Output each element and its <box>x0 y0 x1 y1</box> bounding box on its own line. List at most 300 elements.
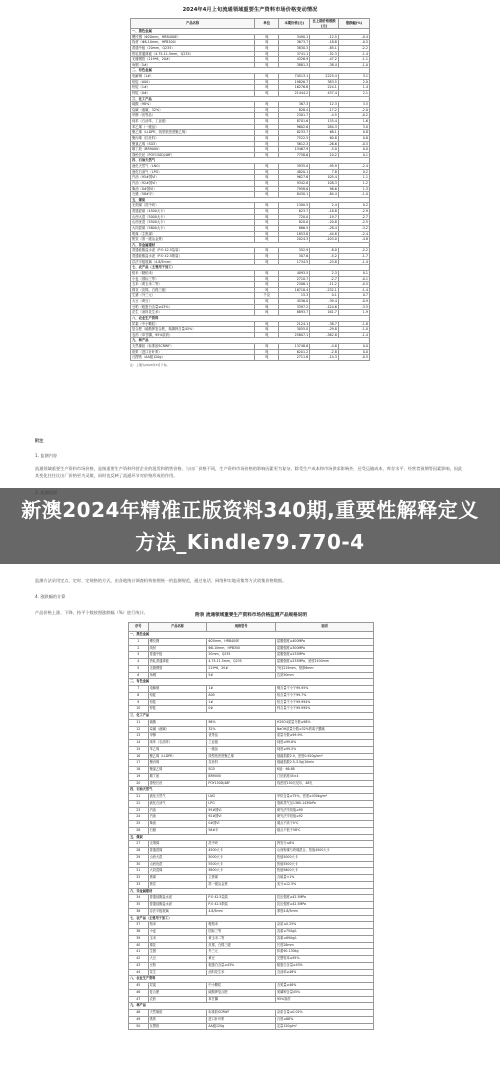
change-cell: -47.2 <box>310 57 339 63</box>
product-name: 聚氯乙烯 <box>148 767 207 774</box>
spec-cell: 5500大卡 <box>207 861 276 868</box>
change-cell: 12.3 <box>310 102 339 108</box>
description-cell: 完整粒率≥95% <box>275 956 373 963</box>
unit-cell: 吨 <box>255 107 279 113</box>
spec-cell: 1# <box>207 686 276 693</box>
unit-cell: 吨 <box>255 355 279 361</box>
table-row <box>129 922 374 929</box>
category-row <box>129 834 374 841</box>
percent-cell: -2.4 <box>338 231 369 237</box>
percent-cell: -2.2 <box>338 248 369 254</box>
description-cell: 铜含量不小于99.95% <box>275 686 373 693</box>
percent-cell: 0.1 <box>338 152 369 158</box>
change-cell: 7.8 <box>310 169 339 175</box>
table-row <box>129 848 374 855</box>
description-cell: 铅含量不小于99.994% <box>275 699 373 706</box>
product-name: 硫酸（98%） <box>131 102 255 108</box>
product-name: 花生 <box>148 969 207 976</box>
product-name: 花生（油料花生米） <box>131 310 255 316</box>
number-cell: 20 <box>129 780 149 787</box>
percent-cell: 0.7 <box>338 293 369 299</box>
percent-cell: -1.0 <box>338 62 369 68</box>
product-name: 普通混煤（4500大卡） <box>131 209 255 215</box>
number-cell: 3 <box>129 652 149 659</box>
number-cell: 23 <box>129 807 149 814</box>
spec-cell: 一级品 <box>207 746 276 753</box>
description-cell: 定量120g/m² <box>275 1023 373 1030</box>
description-cell: 外径219mm，壁厚6mm <box>275 665 373 672</box>
category-label: 二、有色金属 <box>131 68 370 74</box>
table-row <box>129 1016 374 1023</box>
number-cell: 26 <box>129 827 149 834</box>
product-name: 焦炭 <box>148 881 207 888</box>
product-name: 石蜡（58#半） <box>131 192 255 198</box>
price-cell: 828.4 <box>279 107 310 113</box>
price-cell: 9602.6 <box>279 124 310 130</box>
price-cell: 2124.1 <box>279 321 310 327</box>
table-row <box>129 929 374 936</box>
notes-item-title: 4. 涨跌幅的计算 <box>35 594 66 599</box>
table-row <box>129 949 374 956</box>
price-cell: 352.9 <box>279 248 310 254</box>
number-cell: 28 <box>129 848 149 855</box>
description-cell: 含氮量≥46% <box>275 983 373 990</box>
category-label: 一、黑色金属 <box>129 632 374 639</box>
table-row <box>129 908 374 915</box>
product-name: 豆粕 <box>148 962 207 969</box>
percent-cell: 0.8 <box>338 135 369 141</box>
description-cell: 长度28mm <box>275 942 373 949</box>
product-name: 热轧普通薄板（4.75-11.5mm，Q235） <box>131 51 255 57</box>
spec-cell: 4.8/5mm <box>207 908 276 915</box>
table-row <box>129 814 374 821</box>
number-cell: 14 <box>129 740 149 747</box>
percent-cell: -1.7 <box>338 254 369 260</box>
table-row <box>129 652 374 659</box>
change-cell: -38.4 <box>310 62 339 68</box>
header-change: 比上期价格涨跌(元) <box>310 19 339 29</box>
price-cell: 8233.7 <box>279 130 310 136</box>
number-cell: 25 <box>129 821 149 828</box>
number-cell: 13 <box>129 733 149 740</box>
change-cell: -44.8 <box>310 231 339 237</box>
spec-cell: 4.75-11.5mm，Q235 <box>207 659 276 666</box>
product-name: 浮法平板玻璃（4.8/5mm） <box>131 259 255 265</box>
product-name: 甲醇（优等品） <box>131 113 255 119</box>
unit-cell: 吨 <box>255 248 279 254</box>
product-name: 纯苯（石油苯，工业级） <box>131 119 255 125</box>
description-cell: 屈服强度≥300MPa <box>275 645 373 652</box>
number-cell: 27 <box>129 841 149 848</box>
unit-cell: 吨 <box>255 254 279 260</box>
description-cell: 边宽50mm <box>275 672 373 679</box>
product-name: 玉米 <box>148 935 207 942</box>
number-cell: 1 <box>129 638 149 645</box>
percent-cell: -1.8 <box>338 321 369 327</box>
percent-cell: -1.4 <box>338 332 369 338</box>
description-cell: 屈服强度≥235MPa <box>275 652 373 659</box>
percent-cell: -2.9 <box>338 209 369 215</box>
price-cell: 7758.6 <box>279 152 310 158</box>
unit-cell: 千克 <box>255 293 279 299</box>
product-name: 大同混煤（5800大卡） <box>131 225 255 231</box>
price-cell: 19826.7 <box>279 79 310 85</box>
unit-cell: 吨 <box>255 203 279 209</box>
table-row <box>129 686 374 693</box>
change-cell: 2225.4 <box>310 74 339 80</box>
change-cell: -17.2 <box>310 107 339 113</box>
change-cell: 105.4 <box>310 175 339 181</box>
unit-cell: 吨 <box>255 344 279 350</box>
spec-cell: 皮棉，白棉三级 <box>207 942 276 949</box>
appendix-title: 附表 流通领域重要生产资料市场价格监测产品规格说明 <box>195 613 307 618</box>
price-cell: 25807.1 <box>279 332 310 338</box>
price-cell: 13467.9 <box>279 147 310 153</box>
product-name: 涤纶长丝（POY150D/48F） <box>131 152 255 158</box>
price-cell: 2711.6 <box>279 355 310 361</box>
unit-cell: 吨 <box>255 299 279 305</box>
product-name: 顺丁胶（BR9000） <box>131 147 255 153</box>
category-row <box>129 632 374 639</box>
number-cell: 41 <box>129 949 149 956</box>
product-name: 螺纹钢（Φ20mm，HRB400E） <box>131 34 255 40</box>
product-name: 柴油 <box>148 821 207 828</box>
product-name: 焦炭（准一级冶金焦） <box>131 237 255 243</box>
unit-cell: 吨 <box>255 332 279 338</box>
percent-cell: -0.5 <box>338 355 369 361</box>
product-name: 汽油（92#国VI） <box>131 180 255 186</box>
number-cell: 19 <box>129 773 149 780</box>
change-cell: -19.7 <box>310 214 339 220</box>
spec-cell: 中小颗粒 <box>207 983 276 990</box>
percent-cell: 1.6 <box>338 119 369 125</box>
change-cell: 60.8 <box>310 135 339 141</box>
product-name: 农药（草甘膦，95%原药） <box>131 332 255 338</box>
product-name: 液化石油气 <box>148 800 207 807</box>
spec-cell: 硫酸钾复合肥 <box>207 989 276 996</box>
product-name: 稻米 <box>148 922 207 929</box>
change-cell: -4.8 <box>310 344 339 350</box>
product-name: 无烟煤 <box>148 841 207 848</box>
table-row <box>129 881 374 888</box>
price-cell: 2306.1 <box>279 282 310 288</box>
spec-cell: 粳稻米 <box>207 922 276 929</box>
description-cell: 热值5800大卡 <box>275 868 373 875</box>
spec-cell: 32% <box>207 726 276 733</box>
description-cell: 杂质含量≤0.02% <box>275 1010 373 1017</box>
unit-cell: 吨 <box>255 321 279 327</box>
product-name: 普通混煤 <box>148 848 207 855</box>
percent-cell: -1.4 <box>338 287 369 293</box>
spec-cell: 主焦煤 <box>207 875 276 882</box>
table-row <box>129 672 374 679</box>
percent-cell: -0.5 <box>338 282 369 288</box>
change-cell: -4.5 <box>310 113 339 119</box>
description-cell: 甲烷含量≥75%，密度≥430kg/m³ <box>275 794 373 801</box>
product-name: 棉花（皮棉，白棉三级） <box>131 287 255 293</box>
category-label: 九、林产品 <box>129 1003 374 1010</box>
change-cell: -103.0 <box>310 237 339 243</box>
percent-cell: -2.0 <box>338 107 369 113</box>
product-name: 电解铜 <box>148 686 207 693</box>
description-cell: 研究法辛烷值≥92 <box>275 814 373 821</box>
unit-cell: 吨 <box>255 40 279 46</box>
product-name: 铅锭 <box>148 699 207 706</box>
table-row <box>129 989 374 996</box>
spec-cell: BR9000 <box>207 773 276 780</box>
price-cell: 9627.6 <box>279 175 310 181</box>
change-cell: 284.3 <box>310 124 339 130</box>
category-row <box>129 679 374 686</box>
price-cell: 16276.8 <box>279 85 310 91</box>
price-cell: 8893.7 <box>279 310 310 316</box>
category-label: 一、黑色金属 <box>131 29 370 35</box>
unit-cell: 吨 <box>255 327 279 333</box>
description-cell: 锌含量不小于99.995% <box>275 706 373 713</box>
product-name: 石蜡 <box>148 827 207 834</box>
table-row <box>129 821 374 828</box>
price-cell: 4536.0 <box>279 299 310 305</box>
percent-cell: -3.5 <box>338 304 369 310</box>
description-cell: 氮磷钾含量45% <box>275 989 373 996</box>
description-cell: 白度≥88% <box>275 1016 373 1023</box>
category-label: 七、农产品（主要用于加工） <box>131 265 370 271</box>
product-name: 铅锭（1#） <box>131 85 255 91</box>
product-name: 普通硅酸盐水泥 <box>148 902 207 909</box>
price-cell: 3830.3 <box>279 45 310 51</box>
description-cell: 含油率≥46% <box>275 969 373 976</box>
number-cell: 47 <box>129 996 149 1003</box>
unit-cell: 吨 <box>255 119 279 125</box>
table-row <box>129 1010 374 1017</box>
number-cell: 32 <box>129 875 149 882</box>
price-cell: 820.0 <box>279 220 310 226</box>
change-cell: 108.3 <box>310 180 339 186</box>
category-label: 四、石油天然气 <box>129 787 374 794</box>
spec-cell: AA级120g <box>207 1023 276 1030</box>
unit-cell: 吨 <box>255 147 279 153</box>
table-row <box>129 706 374 713</box>
number-cell: 46 <box>129 989 149 996</box>
product-name: 液化天然气 <box>148 794 207 801</box>
spec-cell: 国标三等 <box>207 929 276 936</box>
product-name: 普通硅酸盐水泥（P.O 42.5散装） <box>131 254 255 260</box>
number-cell: 37 <box>129 922 149 929</box>
percent-cell: -0.4 <box>338 34 369 40</box>
category-label: 三、化工产品 <box>129 713 374 720</box>
percent-cell: 0.0 <box>338 147 369 153</box>
unit-cell: 吨 <box>255 304 279 310</box>
percent-cell: 0.2 <box>338 203 369 209</box>
product-name: 螺纹钢 <box>148 638 207 645</box>
category-label: 二、有色金属 <box>129 679 374 686</box>
product-name: 普通硅酸盐水泥（P.O 42.5袋装） <box>131 248 255 254</box>
table-row <box>129 996 374 1003</box>
table-row <box>129 861 374 868</box>
spec-table <box>128 622 374 1030</box>
number-cell: 24 <box>129 814 149 821</box>
table-row <box>129 942 374 949</box>
unit-cell: 吨 <box>255 220 279 226</box>
percent-cell: 1.2 <box>338 180 369 186</box>
spec-cell: P.O 42.5散装 <box>207 902 276 909</box>
spec-cell: 油料花生米 <box>207 969 276 976</box>
notes-paragraph: 产品价格上涨、下降、持平个数按照涨跌幅（%）进行统计。 <box>35 610 148 615</box>
product-name: 线材 <box>148 645 207 652</box>
table-row <box>129 699 374 706</box>
number-cell: 48 <box>129 1010 149 1017</box>
product-name: 铝锭 <box>148 692 207 699</box>
change-cell: -12.5 <box>310 34 339 40</box>
category-label: 八、农业生产资料 <box>131 315 370 321</box>
unit-cell: 吨 <box>255 51 279 57</box>
category-label: 五、煤炭 <box>131 197 370 203</box>
table-row <box>129 875 374 882</box>
change-cell: -23.8 <box>310 259 339 265</box>
description-cell: 山西粉煤与块煤混合，热值4500大卡 <box>275 848 373 855</box>
product-name: 液化石油气（LPG） <box>131 169 255 175</box>
price-cell: 4820.1 <box>279 169 310 175</box>
spec-table-body <box>129 632 374 1030</box>
product-name: 顺丁胶 <box>148 773 207 780</box>
category-label: 三、化工产品 <box>131 96 370 102</box>
category-row <box>129 1003 374 1010</box>
spec-cell: 外三元 <box>207 949 276 956</box>
unit-cell: 吨 <box>255 276 279 282</box>
description-cell: 95%原药 <box>275 996 373 1003</box>
header-description: 说明 <box>275 623 373 632</box>
price-cell: 623.7 <box>279 209 310 215</box>
price-cell: 2301.7 <box>279 113 310 119</box>
change-cell: -5.0 <box>310 147 339 153</box>
price-cell: 7522.5 <box>279 135 310 141</box>
product-name: 大豆（黄豆） <box>131 299 255 305</box>
number-cell: 29 <box>129 854 149 861</box>
change-cell: 10.2 <box>310 152 339 158</box>
spec-cell: 粗蛋白含量≥43% <box>207 962 276 969</box>
percent-cell: 1.9 <box>338 310 369 316</box>
product-name: 小麦 <box>148 929 207 936</box>
spec-cell: LNG <box>207 794 276 801</box>
percent-cell: -2.7 <box>338 214 369 220</box>
unit-cell: 吨 <box>255 180 279 186</box>
product-name: 山西大混（5000大卡） <box>131 214 255 220</box>
number-cell: 4 <box>129 659 149 666</box>
category-label: 九、林产品 <box>131 338 370 344</box>
spec-cell: Φ8-10mm，HPB300 <box>207 645 276 652</box>
price-cell: 3741.1 <box>279 51 310 57</box>
category-label: 七、农产品（主要用于加工） <box>129 915 374 922</box>
number-cell: 43 <box>129 962 149 969</box>
description-cell: 杂质≤0.25% <box>275 922 373 929</box>
header-percent: 涨跌幅(%) <box>338 19 369 29</box>
spec-table-header <box>129 623 374 632</box>
category-row <box>129 713 374 720</box>
number-cell: 30 <box>129 861 149 868</box>
price-cell: 3397.2 <box>279 304 310 310</box>
percent-cell: 0.8 <box>338 130 369 136</box>
number-cell: 22 <box>129 800 149 807</box>
product-name: 焦煤 <box>148 875 207 882</box>
product-name: 大同混煤 <box>148 868 207 875</box>
change-cell: -85.1 <box>310 45 339 51</box>
unit-cell: 吨 <box>255 85 279 91</box>
number-cell: 16 <box>129 753 149 760</box>
unit-cell: 吨 <box>255 282 279 288</box>
description-cell: 抗压强度≥42.5MPa <box>275 895 373 902</box>
description-cell: NaOH质量分数≥32%的离子膜碱 <box>275 726 373 733</box>
spec-cell: 98% <box>207 719 276 726</box>
price-cell: 5612.3 <box>279 141 310 147</box>
percent-cell: 2.0 <box>338 79 369 85</box>
product-name: 普通中板 <box>148 652 207 659</box>
number-cell: 17 <box>129 760 149 767</box>
report-footnote: 注：上期为2024年3月下旬。 <box>130 362 170 367</box>
price-cell: 21444.2 <box>279 90 310 96</box>
price-cell: 1300.5 <box>279 203 310 209</box>
product-name: 铝锭（A00） <box>131 79 255 85</box>
change-cell: -124.6 <box>310 304 339 310</box>
number-cell: 50 <box>129 1023 149 1030</box>
table-row <box>129 902 374 909</box>
description-cell: 纯度≥99.8% <box>275 740 373 747</box>
description-cell: 凝点不高于0℃ <box>275 821 373 828</box>
number-cell: 2 <box>129 645 149 652</box>
spec-cell: LPG <box>207 800 276 807</box>
number-cell: 31 <box>129 868 149 875</box>
spec-cell: 拉丝料 <box>207 760 276 767</box>
product-name: 汽油 <box>148 807 207 814</box>
description-cell: 抗压强度≥42.5MPa <box>275 902 373 909</box>
table-row <box>129 638 374 645</box>
percent-cell: -0.5 <box>338 40 369 46</box>
product-name: 复合肥（硫酸钾复合肥，氮磷钾含量45%） <box>131 327 255 333</box>
price-cell: 307.6 <box>279 254 310 260</box>
product-name: 生猪 <box>148 949 207 956</box>
unit-cell: 吨 <box>255 45 279 51</box>
price-cell: 720.0 <box>279 214 310 220</box>
price-cell: 3490.1 <box>279 34 310 40</box>
unit-cell: 吨 <box>255 175 279 181</box>
product-name: 涤纶长丝 <box>148 780 207 787</box>
spec-cell: 标准胶SCRWF <box>207 1010 276 1017</box>
change-cell: -39.4 <box>310 299 339 305</box>
change-cell: -95.9 <box>310 164 339 170</box>
percent-cell: 0.1 <box>338 270 369 276</box>
product-name: 复合肥 <box>148 989 207 996</box>
unit-cell: 吨 <box>255 164 279 170</box>
spec-cell: 黄玉米二等 <box>207 935 276 942</box>
description-cell: 纯度≥99.5% <box>275 746 373 753</box>
price-cell: 2024.3 <box>279 237 310 243</box>
product-name: 豆粕（粗蛋白含量≥43%） <box>131 304 255 310</box>
price-cell: 4093.5 <box>279 270 310 276</box>
percent-cell: 1.4 <box>338 85 369 91</box>
product-name: 山西大混 <box>148 854 207 861</box>
change-cell: -232.1 <box>310 287 339 293</box>
header-number: 序号 <box>129 623 149 632</box>
spec-cell: P.O 42.5袋装 <box>207 895 276 902</box>
banner-title: 新澳2024年精准正版资料340期,重要性解释定义方法_Kindle79.770-4 <box>21 498 479 554</box>
percent-cell: 1.3 <box>338 186 369 192</box>
price-cell: 3881.3 <box>279 62 310 68</box>
price-cell: 16718.4 <box>279 287 310 293</box>
number-cell: 40 <box>129 942 149 949</box>
table-row <box>129 760 374 767</box>
category-row <box>129 888 374 895</box>
spec-cell: 4500大卡 <box>207 848 276 855</box>
table-row <box>129 983 374 990</box>
